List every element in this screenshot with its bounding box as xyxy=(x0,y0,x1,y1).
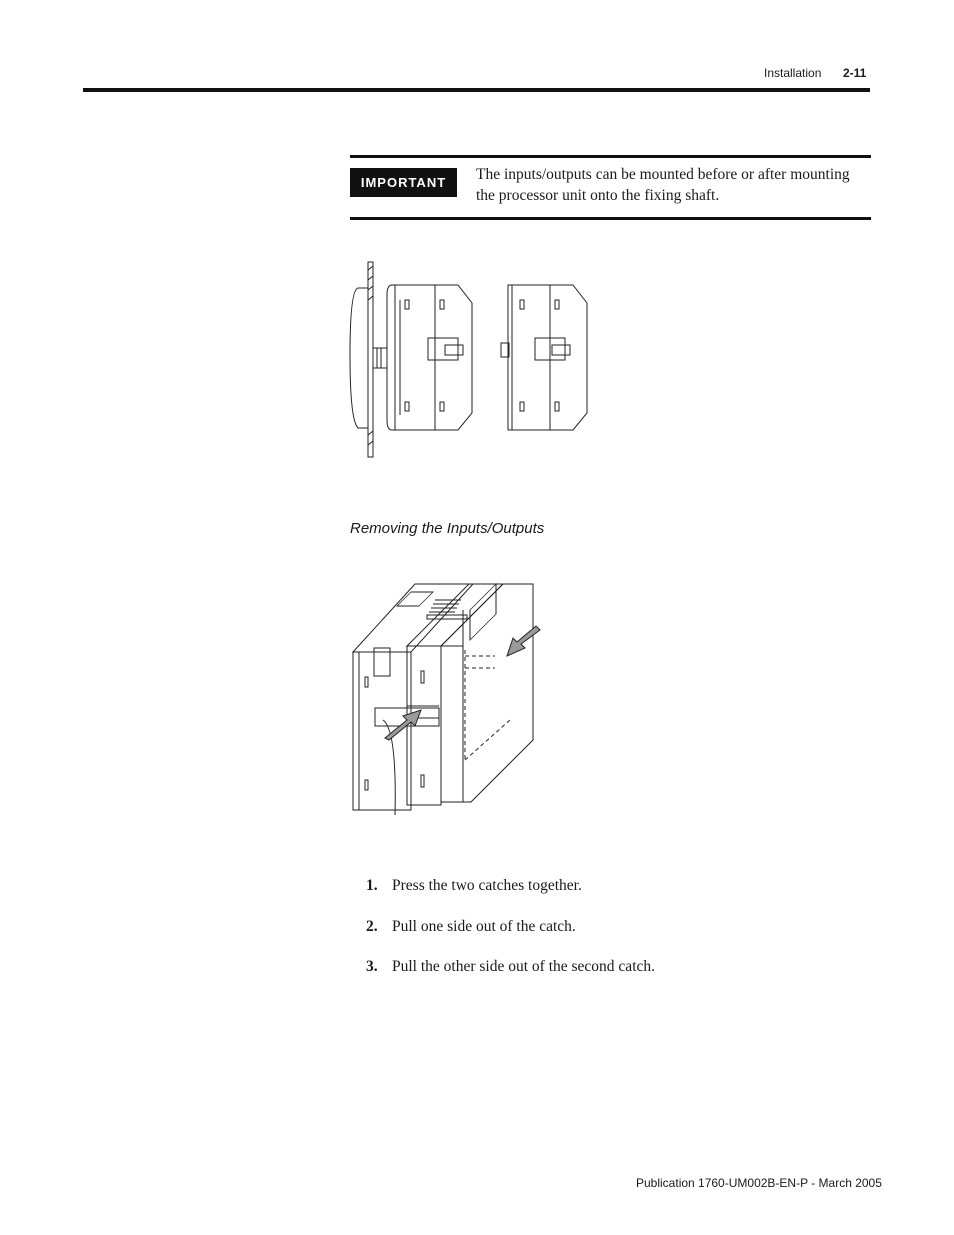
fixing-shaft xyxy=(373,348,387,368)
list-item: 1. Press the two catches together. xyxy=(366,877,582,894)
important-bottom-rule xyxy=(350,217,871,220)
mounting-rail xyxy=(368,262,373,457)
header-page-number: 2-11 xyxy=(843,66,867,80)
removal-steps-list xyxy=(366,877,655,999)
io-module-body xyxy=(441,584,533,802)
footer-publication: Publication 1760-UM002B-EN-P - March 2005 xyxy=(636,1176,882,1190)
important-top-rule xyxy=(350,155,871,158)
processor-unit-right xyxy=(508,285,550,430)
removal-isometric-illustration xyxy=(345,580,560,820)
io-module-left xyxy=(435,285,472,430)
important-text: The inputs/outputs can be mounted before or after mounting the processor unit onto the fixing shaft. xyxy=(476,166,850,204)
list-item: 3. Pull the other side out of the second catch. xyxy=(366,958,656,975)
arrow-right-icon xyxy=(507,626,540,656)
important-label: IMPORTANT xyxy=(350,168,457,197)
processor-top-face xyxy=(353,584,473,652)
list-item: 2. Pull one side out of the catch. xyxy=(366,917,576,935)
panel-outline xyxy=(350,288,368,428)
io-module-right xyxy=(550,285,587,430)
header-rule xyxy=(83,88,870,92)
figure-caption: Removing the Inputs/Outputs xyxy=(350,520,545,537)
arrow-left-icon xyxy=(385,710,421,740)
mounting-side-view-illustration xyxy=(340,255,610,465)
header-section-title: Installation xyxy=(764,66,822,80)
